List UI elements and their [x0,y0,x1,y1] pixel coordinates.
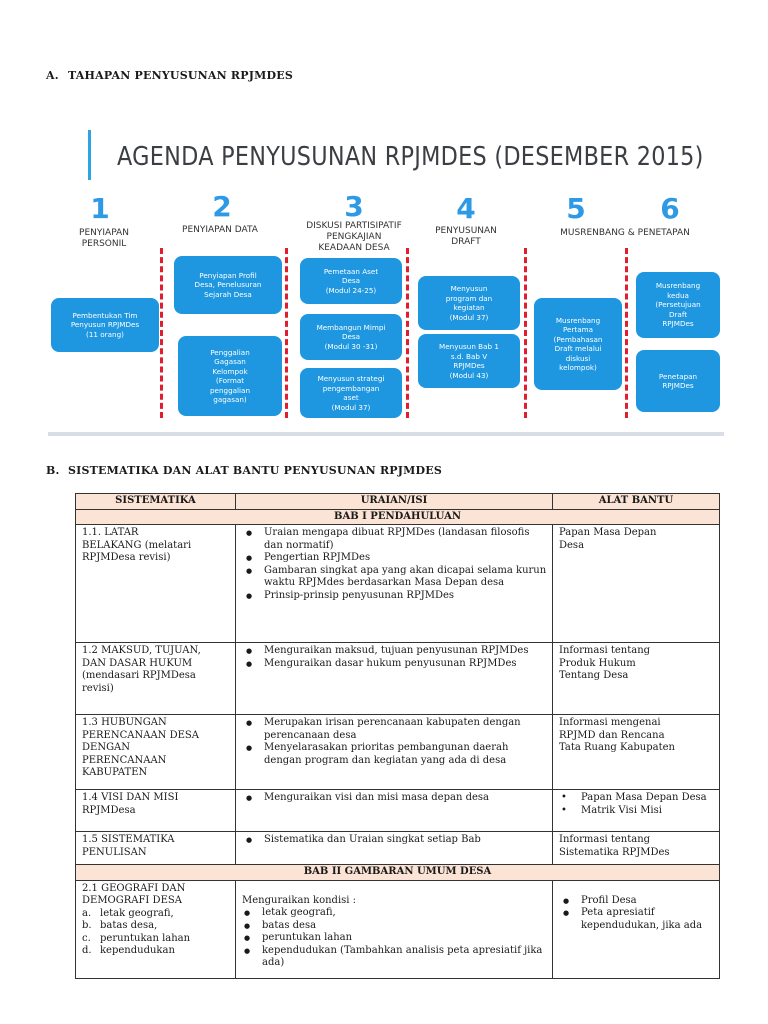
box-penyiapan-profil: Penyiapan Profil Desa, Penelusuran Sejarah Desa [174,256,282,314]
list-item: • Papan Masa Depan Desa [581,792,714,805]
row-6-sistematika [76,880,236,978]
table-row [76,643,720,715]
section-b-title: SISTEMATIKA DAN ALAT BANTU PENYUSUNAN RPJMDES [68,464,443,477]
list-item: d. kependudukan [82,945,175,956]
row-3-sistematika: 1.3 HUBUNGAN PERENCANAAN DESA DENGAN PERENCANAAN KABUPATEN [76,715,236,790]
box-musrenbang-kedua: Musrenbang kedua (Persetujuan Draft RPJMDes [636,272,720,338]
row-3-uraian [236,715,553,790]
box-penggalian-gagasan: Penggalian Gagasan Kelompok (Format penggalian gagasan) [178,336,282,416]
list-item: b. batas desa, [82,920,158,931]
list-item: ● letak geografi, [262,907,547,920]
list-item: ● batas desa [262,920,547,933]
step-1-label: PENYIAPAN PERSONIL [79,228,129,249]
step-4-label: PENYUSUNAN DRAFT [435,226,497,247]
box-membangun-mimpi: Membangun Mimpi Desa (Modul 30 -31) [300,314,402,360]
bab-2-title: BAB II GAMBARAN UMUM DESA [76,865,720,881]
row-2-uraian [236,643,553,715]
header-alat-bantu: ALAT BANTU [553,494,720,510]
bab-row [76,865,720,881]
separator-4 [524,248,527,418]
row-2-sistematika: 1.2 MAKSUD, TUJUAN, DAN DASAR HUKUM (mendasari RPJMDesa revisi) [76,643,236,715]
row-4-uraian [236,790,553,832]
list-item: ● Pengertian RPJMDes [264,552,547,565]
agenda-title: AGENDA PENYUSUNAN RPJMDES (DESEMBER 2015) [117,142,704,172]
list-item: ● Profil Desa [581,895,714,908]
separator-2 [285,248,288,418]
box-pembentukan-tim: Pembentukan Tim Penyusun RPJMDes (11 orang) [51,298,159,352]
table-row [76,790,720,832]
table-row [76,880,720,978]
list-item: ● Menguraikan dasar hukum penyusunan RPJMDes [264,658,547,671]
list-item: ● Menyelarasakan prioritas pembangunan daerah dengan program dan kegiatan yang ada di desa [264,742,547,767]
row-3-alat-bantu: Informasi mengenai RPJMD dan Rencana Tata Ruang Kabupaten [553,715,720,790]
step-4-number: 4 [456,192,476,225]
box-menyusun-bab: Menyusun Bab 1 s.d. Bab V RPJMDes (Modul 43) [418,334,520,388]
step-2-number: 2 [212,190,232,223]
row-5-sistematika: 1.5 SISTEMATIKA PENULISAN [76,832,236,865]
list-item: ● Sistematika dan Uraian singkat setiap Bab [264,834,547,847]
step-1-number: 1 [90,192,110,225]
box-pemetaan-aset: Pemetaan Aset Desa (Modul 24-25) [300,258,402,304]
row-5-alat-bantu: Informasi tentang Sistematika RPJMDes [553,832,720,865]
list-item: ● kependudukan (Tambahkan analisis peta apresiatif jika ada) [262,945,547,970]
bab-1-title: BAB I PENDAHULUAN [76,509,720,525]
separator-1 [160,248,163,418]
section-b-number: B. [46,464,60,477]
step-3-label: DISKUSI PARTISIPATIF PENGKAJIAN KEADAAN DESA [306,221,402,253]
table-header-row [76,494,720,510]
row-5-uraian [236,832,553,865]
box-musrenbang-pertama: Musrenbang Pertama (Pembahasan Draft melalui diskusi kelompok) [534,298,622,390]
row-4-sistematika: 1.4 VISI DAN MISI RPJMDesa [76,790,236,832]
step-6-number: 6 [660,192,680,225]
table-row [76,715,720,790]
list-item: ● Merupakan irisan perencanaan kabupaten dengan perencanaan desa [264,717,547,742]
box-menyusun-strategi: Menyusun strategi pengembangan aset (Modul 37) [300,368,402,418]
bab-row [76,509,720,525]
row-6-uraian [236,880,553,978]
list-item: ● Menguraikan maksud, tujuan penyusunan RPJMDes [264,645,547,658]
list-item: • Matrik Visi Misi [581,805,714,818]
section-b-heading [46,464,442,477]
agenda-diagram [48,128,724,436]
section-a-number: A. [46,69,59,82]
box-penetapan: Penetapan RPJMDes [636,350,720,412]
list-item: ● Prinsip-prinsip penyusunan RPJMDes [264,590,547,603]
list-item: ● Menguraikan visi dan misi masa depan desa [264,792,547,805]
row-6-alat-bantu [553,880,720,978]
title-accent-bar [88,130,91,180]
row-6-title: 2.1 GEOGRAFI DAN DEMOGRAFI DESA [82,882,186,906]
row-1-sistematika: 1.1. LATAR BELAKANG (melatari RPJMDesa revisi) [76,525,236,643]
section-a-heading [46,69,293,82]
sistematika-table [75,493,720,979]
list-item: ● Gambaran singkat apa yang akan dicapai selama kurun waktu RPJMdes berdasarkan Masa Depan desa [264,565,547,590]
row-2-alat-bantu: Informasi tentang Produk Hukum Tentang Desa [553,643,720,715]
table-row [76,525,720,643]
row-1-uraian [236,525,553,643]
list-item: ● Peta apresiatif kependudukan, jika ada [581,907,714,932]
step-5-number: 5 [566,192,586,225]
list-item: ● peruntukan lahan [262,932,547,945]
step-2-label: PENYIAPAN DATA [182,225,258,235]
list-item: a. letak geografi, [82,907,174,919]
step-5-label: MUSRENBANG & PENETAPAN [560,228,690,238]
row-6-intro: Menguraikan kondisi : [242,894,357,906]
separator-3 [406,248,409,418]
list-item: ● Uraian mengapa dibuat RPJMDes (landasan filosofis dan normatif) [264,527,547,552]
header-uraian: URAIAN/ISI [236,494,553,510]
box-menyusun-program: Menyusun program dan kegiatan (Modul 37) [418,276,520,330]
step-3-number: 3 [344,190,364,223]
row-4-alat-bantu [553,790,720,832]
header-sistematika: SISTEMATIKA [76,494,236,510]
table-row [76,832,720,865]
separator-5 [625,248,628,418]
list-item: c. peruntukan lahan [82,932,191,944]
section-a-title: TAHAPAN PENYUSUNAN RPJMDES [68,69,293,82]
row-1-alat-bantu: Papan Masa Depan Desa [553,525,720,643]
